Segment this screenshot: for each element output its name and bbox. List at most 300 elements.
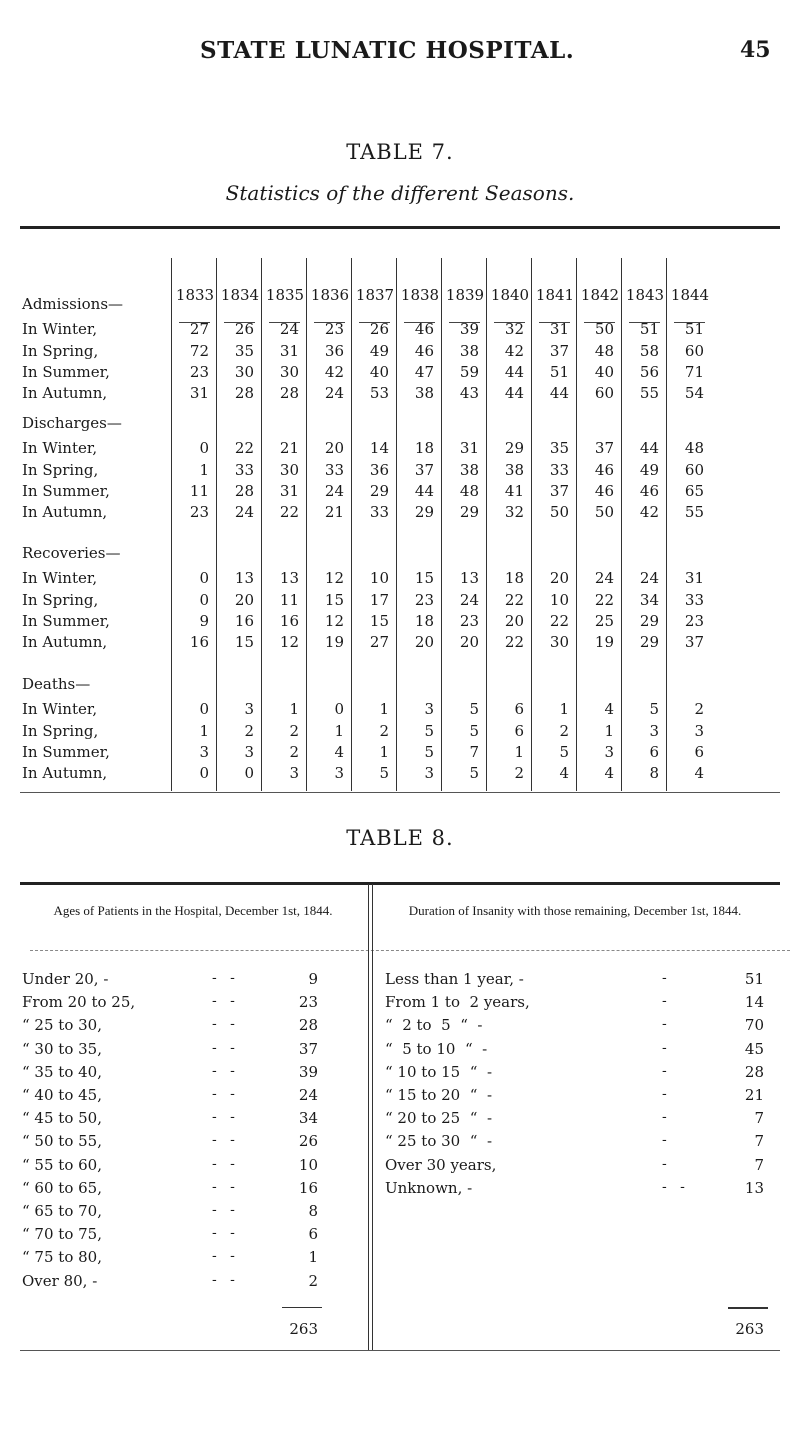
table-cell: 37 [594,439,614,457]
table-cell: 42 [504,342,524,360]
table-cell: 17 [369,591,389,609]
section-label: Deaths— [22,675,91,693]
age-label: “ 70 to 75, [22,1225,102,1243]
table-cell: 5 [379,764,389,782]
table-cell: 0 [199,591,209,609]
age-label: Over 80, - [22,1272,98,1290]
table-cell: 0 [199,764,209,782]
table-cell: 13 [234,569,254,587]
table7-bottom-rule [20,792,780,793]
leader-dashes: - [662,1016,667,1032]
table-cell: 2 [514,764,524,782]
age-label: “ 45 to 50, [22,1109,102,1127]
duration-count: 70 [744,1016,764,1034]
table-cell: 6 [694,743,704,761]
age-label: “ 25 to 30, [22,1016,102,1034]
age-label: “ 40 to 45, [22,1086,102,1104]
table-cell: 16 [189,633,209,651]
year-header: 1835 [265,286,305,304]
table-cell: 51 [639,320,659,338]
age-label: “ 75 to 80, [22,1248,102,1266]
right-total-rule [728,1307,768,1309]
table-cell: 30 [279,363,299,381]
table-cell: 38 [459,342,479,360]
table-cell: 46 [414,320,434,338]
year-header: 1837 [355,286,395,304]
table-cell: 1 [559,700,569,718]
table-cell: 3 [649,722,659,740]
table-cell: 44 [414,482,434,500]
table-cell: 23 [684,612,704,630]
table-cell: 32 [504,503,524,521]
table-cell: 11 [279,591,299,609]
table-cell: 6 [649,743,659,761]
age-label: “ 65 to 70, [22,1202,102,1220]
duration-label: “ 5 to 10 “ - [385,1040,488,1058]
table-cell: 10 [549,591,569,609]
table-cell: 50 [549,503,569,521]
table-cell: 37 [549,482,569,500]
row-label: In Spring, [22,342,99,360]
table-cell: 24 [459,591,479,609]
table-cell: 3 [424,764,434,782]
table-cell: 29 [639,612,659,630]
table-cell: 20 [549,569,569,587]
table-cell: 3 [604,743,614,761]
age-count: 9 [308,970,318,988]
table-cell: 2 [289,743,299,761]
year-header: 1834 [220,286,260,304]
table-cell: 31 [459,439,479,457]
table-cell: 37 [549,342,569,360]
table-cell: 5 [469,722,479,740]
table-cell: 16 [234,612,254,630]
table-cell: 0 [199,700,209,718]
row-label: In Winter, [22,569,98,587]
table8-bottom-rule [20,1350,780,1351]
age-label: “ 30 to 35, [22,1040,102,1058]
table-cell: 28 [279,384,299,402]
duration-label: Less than 1 year, - [385,970,524,988]
leader-dashes: - - [212,1132,235,1148]
table-cell: 28 [234,482,254,500]
table-cell: 7 [469,743,479,761]
table-cell: 24 [279,320,299,338]
leader-dashes: - - [212,1179,235,1195]
table-cell: 30 [234,363,254,381]
table-cell: 3 [334,764,344,782]
table-cell: 31 [549,320,569,338]
table-cell: 13 [459,569,479,587]
year-header: 1836 [310,286,350,304]
table-cell: 25 [594,612,614,630]
leader-dashes: - - [212,1272,235,1288]
table-cell: 51 [684,320,704,338]
table-cell: 4 [334,743,344,761]
age-label: “ 50 to 55, [22,1132,102,1150]
leader-dashes: - - [662,1179,685,1195]
table-cell: 36 [324,342,344,360]
duration-count: 28 [744,1063,764,1081]
table-cell: 5 [469,764,479,782]
age-count: 28 [298,1016,318,1034]
table-cell: 12 [279,633,299,651]
duration-count: 45 [744,1040,764,1058]
duration-label: From 1 to 2 years, [385,993,530,1011]
table-cell: 55 [639,384,659,402]
table-cell: 38 [459,461,479,479]
table-cell: 0 [244,764,254,782]
table-cell: 33 [234,461,254,479]
age-label: Under 20, - [22,970,109,988]
left-total-rule [282,1307,322,1308]
table-cell: 49 [639,461,659,479]
table-cell: 50 [594,503,614,521]
section-label: Admissions— [22,295,124,313]
age-label: “ 60 to 65, [22,1179,102,1197]
duration-label: “ 20 to 25 “ - [385,1109,493,1127]
leader-dashes: - [662,1086,667,1102]
table-cell: 0 [199,569,209,587]
table-cell: 34 [639,591,659,609]
table-cell: 29 [504,439,524,457]
table-cell: 53 [369,384,389,402]
table-cell: 22 [234,439,254,457]
duration-label: “ 10 to 15 “ - [385,1063,493,1081]
table-cell: 2 [559,722,569,740]
table-cell: 1 [514,743,524,761]
table-cell: 44 [549,384,569,402]
page-number: 45 [740,37,771,63]
table-cell: 20 [234,591,254,609]
duration-count: 21 [744,1086,764,1104]
table-cell: 14 [369,439,389,457]
table-cell: 21 [279,439,299,457]
age-count: 8 [308,1202,318,1220]
leader-dashes: - - [212,1202,235,1218]
table-cell: 23 [459,612,479,630]
table-cell: 3 [244,700,254,718]
table-cell: 15 [234,633,254,651]
table8-right-heading: Duration of Insanity with those remaining, December 1st, 1844. [408,903,742,918]
table-cell: 40 [369,363,389,381]
table-cell: 20 [504,612,524,630]
leader-dashes: - - [212,1248,235,1264]
table-cell: 60 [684,461,704,479]
duration-label: Over 30 years, [385,1156,497,1174]
running-head: STATE LUNATIC HOSPITAL. [200,37,575,64]
left-total: 263 [289,1320,318,1338]
year-header: 1839 [445,286,485,304]
year-header: 1841 [535,286,575,304]
table-cell: 1 [334,722,344,740]
duration-label: “ 15 to 20 “ - [385,1086,493,1104]
right-total: 263 [735,1320,764,1338]
table-cell: 33 [684,591,704,609]
table-cell: 23 [324,320,344,338]
table-cell: 72 [189,342,209,360]
leader-dashes: - [662,1132,667,1148]
row-label: In Autumn, [22,503,108,521]
duration-count: 51 [744,970,764,988]
duration-count: 13 [744,1179,764,1197]
table-cell: 19 [324,633,344,651]
table-cell: 35 [234,342,254,360]
row-label: In Winter, [22,320,98,338]
table-cell: 10 [369,569,389,587]
year-header: 1842 [580,286,620,304]
table-cell: 60 [684,342,704,360]
table8-left-heading: Ages of Patients in the Hospital, December 1st, 1844. [53,903,333,918]
duration-label: “ 2 to 5 “ - [385,1016,483,1034]
leader-dashes: - [662,1109,667,1125]
table-cell: 29 [459,503,479,521]
table-cell: 24 [324,384,344,402]
table7-subtitle: Statistics of the different Seasons. [225,181,575,205]
table-cell: 37 [414,461,434,479]
table-cell: 33 [324,461,344,479]
table-cell: 33 [549,461,569,479]
table-cell: 35 [549,439,569,457]
table-cell: 2 [244,722,254,740]
table-cell: 18 [504,569,524,587]
table-cell: 21 [324,503,344,521]
table-cell: 1 [604,722,614,740]
age-count: 39 [298,1063,318,1081]
table-cell: 46 [594,482,614,500]
row-label: In Autumn, [22,764,108,782]
leader-dashes: - [662,1156,667,1172]
section-label: Recoveries— [22,544,121,562]
table-cell: 0 [334,700,344,718]
leader-dashes: - - [212,993,235,1009]
table-cell: 58 [639,342,659,360]
table-cell: 16 [279,612,299,630]
table-cell: 60 [594,384,614,402]
table-cell: 4 [559,764,569,782]
table-cell: 46 [639,482,659,500]
table-cell: 46 [414,342,434,360]
leader-dashes: - [662,1040,667,1056]
table-cell: 22 [504,591,524,609]
table8-title: TABLE 8. [346,826,454,850]
row-label: In Winter, [22,700,98,718]
table-cell: 44 [504,384,524,402]
leader-dashes: - - [212,1156,235,1172]
duration-count: 7 [754,1109,764,1127]
duration-count: 14 [744,993,764,1011]
table-cell: 47 [414,363,434,381]
table-cell: 6 [514,722,524,740]
row-label: In Winter, [22,439,98,457]
table-cell: 0 [199,439,209,457]
age-count: 34 [298,1109,318,1127]
age-count: 2 [308,1272,318,1290]
table-cell: 15 [324,591,344,609]
table7-top-rule [20,226,780,229]
table-cell: 3 [424,700,434,718]
table-cell: 22 [279,503,299,521]
table-cell: 55 [684,503,704,521]
table-cell: 43 [459,384,479,402]
table-cell: 24 [639,569,659,587]
table-cell: 9 [199,612,209,630]
table-cell: 15 [414,569,434,587]
table-cell: 18 [414,439,434,457]
table-cell: 24 [594,569,614,587]
table-cell: 1 [199,722,209,740]
year-header: 1833 [175,286,215,304]
table8-heading-rule [30,950,790,951]
table-cell: 33 [369,503,389,521]
row-label: In Spring, [22,722,99,740]
table-cell: 3 [289,764,299,782]
row-label: In Summer, [22,363,110,381]
table-cell: 20 [324,439,344,457]
year-header: 1844 [670,286,710,304]
table-cell: 40 [594,363,614,381]
table-cell: 3 [199,743,209,761]
table-cell: 48 [594,342,614,360]
age-count: 16 [298,1179,318,1197]
table-cell: 65 [684,482,704,500]
table8-divider [368,884,369,1350]
table-cell: 28 [234,384,254,402]
leader-dashes: - - [212,1016,235,1032]
table-cell: 48 [684,439,704,457]
table-cell: 49 [369,342,389,360]
table-cell: 2 [289,722,299,740]
table-cell: 1 [379,743,389,761]
row-label: In Summer, [22,612,110,630]
table-cell: 4 [604,700,614,718]
table-cell: 51 [549,363,569,381]
table-cell: 29 [414,503,434,521]
table-cell: 22 [504,633,524,651]
row-label: In Autumn, [22,633,108,651]
table-cell: 31 [189,384,209,402]
row-label: In Summer, [22,743,110,761]
table-cell: 12 [324,612,344,630]
table-cell: 18 [414,612,434,630]
table-cell: 24 [324,482,344,500]
table-cell: 41 [504,482,524,500]
row-label: In Summer, [22,482,110,500]
leader-dashes: - [662,993,667,1009]
table-cell: 4 [604,764,614,782]
table-cell: 50 [594,320,614,338]
table8-divider-inner [372,884,373,1350]
age-count: 23 [298,993,318,1011]
leader-dashes: - - [212,1040,235,1056]
table-cell: 30 [279,461,299,479]
table-cell: 2 [379,722,389,740]
year-header: 1843 [625,286,665,304]
table-cell: 46 [594,461,614,479]
table-cell: 20 [414,633,434,651]
table-cell: 23 [189,503,209,521]
row-label: In Autumn, [22,384,108,402]
table-cell: 44 [639,439,659,457]
table-cell: 38 [414,384,434,402]
duration-count: 7 [754,1132,764,1150]
duration-count: 7 [754,1156,764,1174]
table-cell: 37 [684,633,704,651]
table-cell: 31 [279,342,299,360]
table-cell: 32 [504,320,524,338]
table-cell: 15 [369,612,389,630]
age-count: 10 [298,1156,318,1174]
age-label: “ 55 to 60, [22,1156,102,1174]
table-cell: 23 [189,363,209,381]
table-cell: 29 [369,482,389,500]
table-cell: 5 [649,700,659,718]
leader-dashes: - [662,1063,667,1079]
table-cell: 48 [459,482,479,500]
table-cell: 19 [594,633,614,651]
leader-dashes: - - [212,1109,235,1125]
table-cell: 26 [369,320,389,338]
age-count: 1 [308,1248,318,1266]
row-label: In Spring, [22,461,99,479]
table-cell: 11 [189,482,209,500]
leader-dashes: - - [212,1225,235,1241]
table-cell: 4 [694,764,704,782]
table-cell: 5 [424,722,434,740]
table-cell: 5 [559,743,569,761]
table-cell: 27 [189,320,209,338]
table-cell: 1 [289,700,299,718]
table-cell: 71 [684,363,704,381]
row-label: In Spring, [22,591,99,609]
age-count: 37 [298,1040,318,1058]
table-cell: 24 [234,503,254,521]
table-cell: 30 [549,633,569,651]
table-cell: 2 [694,700,704,718]
table-cell: 27 [369,633,389,651]
table-cell: 1 [199,461,209,479]
table-cell: 5 [424,743,434,761]
table-cell: 44 [504,363,524,381]
leader-dashes: - - [212,970,235,986]
table-cell: 3 [244,743,254,761]
year-header: 1838 [400,286,440,304]
table-cell: 31 [279,482,299,500]
table8-top-rule [20,882,780,885]
table-cell: 39 [459,320,479,338]
table-cell: 31 [684,569,704,587]
table7-title: TABLE 7. [346,140,454,164]
table-cell: 22 [594,591,614,609]
table-cell: 38 [504,461,524,479]
table-cell: 8 [649,764,659,782]
table-cell: 6 [514,700,524,718]
leader-dashes: - - [212,1063,235,1079]
table-cell: 20 [459,633,479,651]
table-cell: 5 [469,700,479,718]
table-cell: 36 [369,461,389,479]
table-cell: 54 [684,384,704,402]
table-cell: 42 [639,503,659,521]
table-cell: 59 [459,363,479,381]
table-cell: 22 [549,612,569,630]
year-header: 1840 [490,286,530,304]
leader-dashes: - - [212,1086,235,1102]
duration-label: “ 25 to 30 “ - [385,1132,493,1150]
table-cell: 13 [279,569,299,587]
leader-dashes: - [662,970,667,986]
table-cell: 56 [639,363,659,381]
